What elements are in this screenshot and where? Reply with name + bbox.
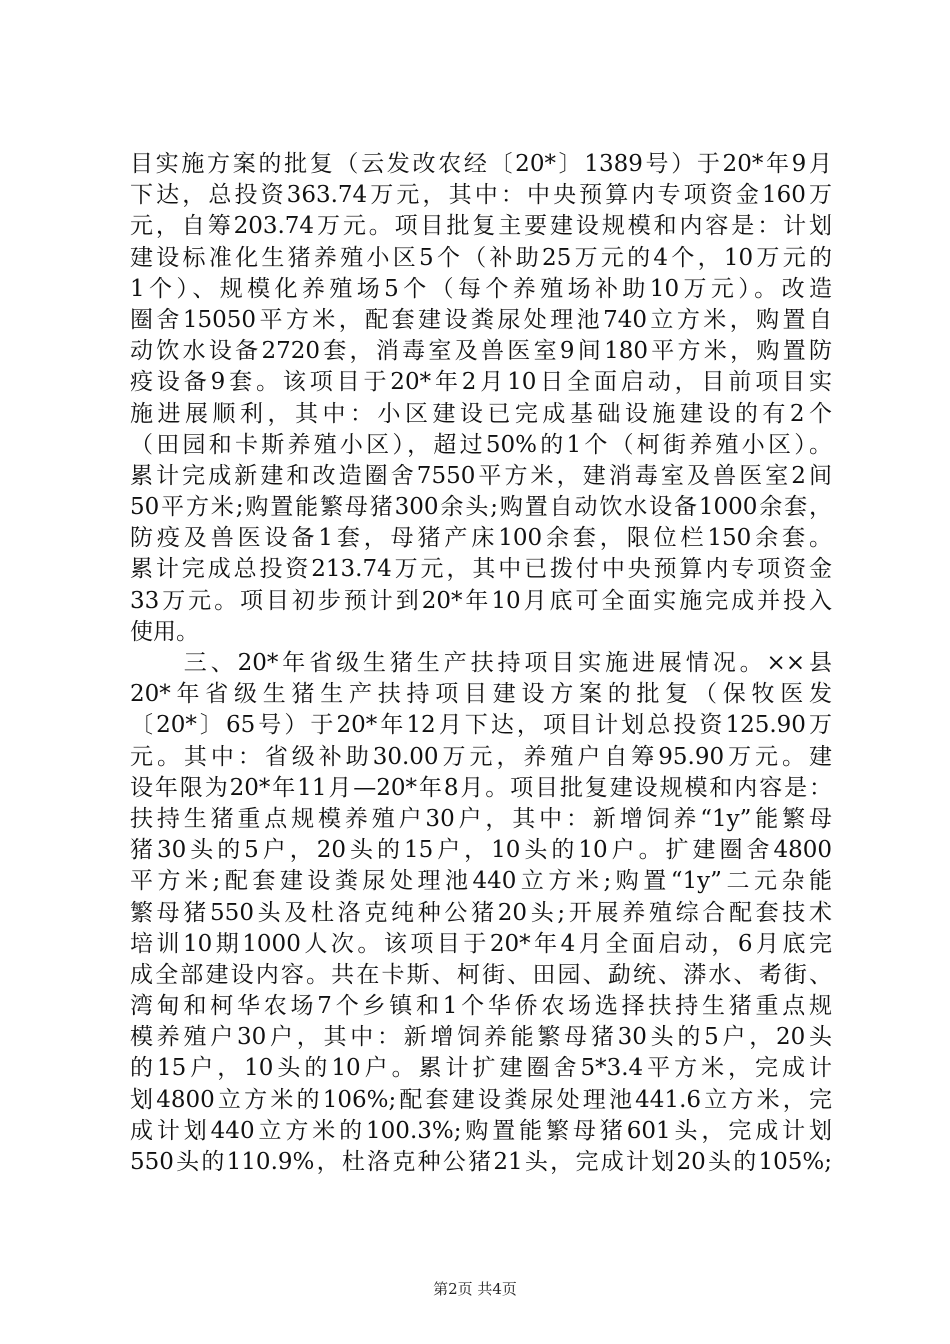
text-line: 建设标准化生猪养殖小区5个（补助25万元的4个，10万元的 xyxy=(130,244,832,271)
text-line: 下达，总投资363.74万元，其中：中央预算内专项资金160万 xyxy=(130,182,832,209)
document-body xyxy=(130,149,832,1178)
text-line: 设年限为20*年11月—20*年8月。项目批复建设规模和内容是： xyxy=(130,774,832,801)
text-line: 扶持生猪重点规模养殖户30户，其中：新增饲养“1y”能繁母 xyxy=(130,805,832,832)
text-line: 培训10期1000人次。该项目于20*年4月全面启动，6月底完 xyxy=(130,930,832,957)
paragraph-1 xyxy=(130,149,832,648)
text-line: 20*年省级生猪生产扶持项目建设方案的批复（保牧医发 xyxy=(130,681,832,708)
text-line: 繁母猪550头及杜洛克纯种公猪20头;开展养殖综合配套技术 xyxy=(130,899,832,926)
text-line: 使用。 xyxy=(130,618,199,645)
text-line: 防疫及兽医设备1套，母猪产床100余套，限位栏150余套。 xyxy=(130,525,832,552)
text-line: 33万元。项目初步预计到20*年10月底可全面实施完成并投入 xyxy=(130,587,832,614)
text-line: 的15户，10头的10户。累计扩建圈舍5*3.4平方米，完成计 xyxy=(130,1055,832,1082)
text-line: 动饮水设备2720套，消毒室及兽医室9间180平方米，购置防 xyxy=(130,338,832,365)
text-line: 元。其中：省级补助30.00万元，养殖户自筹95.90万元。建 xyxy=(130,743,832,770)
text-line: 50平方米;购置能繁母猪300余头;购置自动饮水设备1000余套， xyxy=(130,494,832,521)
text-line: 1个）、规模化养殖场5个（每个养殖场补助10万元）。改造 xyxy=(130,275,832,302)
text-line: 平方米;配套建设粪尿处理池440立方米;购置“1y”二元杂能 xyxy=(130,868,832,895)
text-line: 累计完成新建和改造圈舍7550平方米，建消毒室及兽医室2间 xyxy=(130,462,832,489)
text-line: （田园和卡斯养殖小区），超过50%的1个（柯街养殖小区）。 xyxy=(130,431,832,458)
text-line: 猪30头的5户，20头的15户，10头的10户。扩建圈舍4800 xyxy=(130,837,832,864)
text-line: 累计完成总投资213.74万元，其中已拨付中央预算内专项资金 xyxy=(130,556,832,583)
text-line: 成计划440立方米的100.3%;购置能繁母猪601头，完成计划 xyxy=(130,1117,832,1144)
text-line: 目实施方案的批复（云发改农经〔20*〕1389号）于20*年9月 xyxy=(130,151,832,177)
text-line: 模养殖户30户，其中：新增饲养能繁母猪30头的5户，20头 xyxy=(130,1024,832,1051)
text-line: 湾甸和柯华农场7个乡镇和1个华侨农场选择扶持生猪重点规 xyxy=(130,993,832,1020)
text-line: 成全部建设内容。共在卡斯、柯街、田园、勐统、漭水、耇街、 xyxy=(130,961,832,988)
page-number-footer: 第2页 共4页 xyxy=(433,1280,517,1298)
text-line: 550头的110.9%，杜洛克种公猪21头，完成计划20头的105%; xyxy=(130,1149,832,1175)
text-line: 疫设备9套。该项目于20*年2月10日全面启动，目前项目实 xyxy=(130,369,832,396)
text-line: 三、20*年省级生猪生产扶持项目实施进展情况。××县 xyxy=(130,650,832,676)
paragraph-2 xyxy=(130,648,832,1178)
text-line: 〔20*〕65号）于20*年12月下达，项目计划总投资125.90万 xyxy=(130,712,832,739)
text-line: 施进展顺利，其中：小区建设已完成基础设施建设的有2个 xyxy=(130,400,832,427)
text-line: 划4800立方米的106%;配套建设粪尿处理池441.6立方米，完 xyxy=(130,1086,832,1113)
text-line: 圈舍15050平方米，配套建设粪尿处理池740立方米，购置自 xyxy=(130,306,832,333)
text-line: 元，自筹203.74万元。项目批复主要建设规模和内容是：计划 xyxy=(130,213,832,240)
